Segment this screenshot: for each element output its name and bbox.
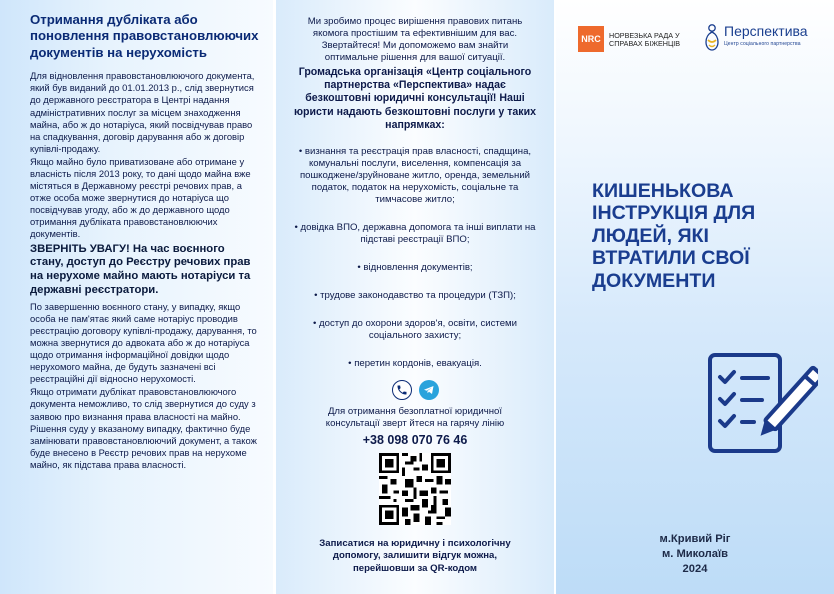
perspektyva-logo-icon	[702, 22, 722, 52]
qr-code[interactable]	[379, 453, 451, 525]
panel1-paragraph-4: Якщо отримати дублікат правовстановлюючого документа неможливо, то слід звернутися до суду з заявою про визнання права власності на майно. Рішення суду у вказаному випадку, фактично буде замінювати правовстановлюючий документ, а також буде внесено в Реєстр речових прав на нерухоме майно, як підстава права власності.	[30, 386, 257, 470]
viber-phone-icon	[392, 380, 412, 400]
service-item-6: • перетин кордонів, евакуація.	[348, 358, 482, 370]
service-item-4: • трудове законодавство та процедури (ТЗП);	[314, 290, 516, 302]
panel-cover	[556, 0, 834, 594]
panel1-paragraph-1: Для відновлення правовстановлюючого документа, який був виданий до 01.01.2013 р., слід звернутися до державного реєстратора в Центрі надання адміністративних послуг за місцем знаходження майна, або ж до нотаріуса, який посвідчував право на спадкування, договір дарування або ж договір купівлі-продажу.	[30, 70, 255, 154]
service-item-5: • доступ до охорони здоров'я, освіти, системи соціального захисту;	[313, 318, 517, 342]
panel1-warning: ЗВЕРНІТЬ УВАГУ! На час воєнного стану, доступ до Реєстру речових прав на нерухоме майно мають нотаріуси та державні реєстратори.	[30, 242, 251, 296]
hotline-phone-number: +38 098 070 76 46	[362, 433, 468, 448]
hotline-text: Для отримання безоплатної юридичної консультації зверт йтеся на гарячу лінію	[325, 406, 505, 430]
telegram-icon	[419, 380, 439, 400]
partner-logos	[578, 22, 824, 56]
nrc-logo: NRC	[578, 26, 604, 52]
panel1-paragraph-2: Якщо майно було приватизоване або отримане у власність після 2013 року, то дані щодо майна вже містяться в Державному реєстрі речових прав, а отже особа може звернутися до нотаріуса що посвідчував угоду, або ж до державного щодо отримання дубліката правовстановлюючих документів.	[30, 155, 251, 240]
nrc-name-line-2: СПРАВАХ БІЖЕНЦІВ	[609, 39, 681, 49]
brochure-heading: КИШЕНЬКОВА ІНСТРУКЦІЯ ДЛЯ ЛЮДЕЙ, ЯКІ ВТРАТИЛИ СВОЇ ДОКУМЕНТИ	[592, 180, 756, 292]
city-1: м.Кривий Ріг	[659, 533, 731, 545]
panel-duplicate-documents	[0, 0, 273, 594]
service-item-1: • визнання та реєстрація прав власності, спадщина, комунальні послуги, виселення, компенсація за пошкоджене/зруйноване житло, оренда, земельний податок, податок на нерухомість, соціальне та тимчасове житло;	[298, 146, 532, 206]
panel-legal-services	[276, 0, 554, 594]
messenger-icons	[286, 380, 544, 400]
city-2: м. Миколаїв	[661, 548, 729, 560]
panel2-organization: Громадська організація «Центр соціального партнерства «Перспектива» надає безкоштовні юридичні консультації! Наші юристи надають безкоштовні послуги у таких напрямках:	[294, 66, 536, 131]
nrc-name	[609, 32, 680, 48]
service-item-3: • відновлення документів;	[357, 262, 473, 274]
year: 2024	[682, 563, 708, 575]
location-year	[556, 532, 834, 577]
signup-text: Записатися на юридичну і психологічну допомогу, залишити відгук можна, перейшовши за QR-кодом	[319, 538, 511, 574]
perspektyva-subtitle: Центр соціального партнерства	[724, 41, 801, 47]
services-list	[286, 146, 544, 370]
panel1-paragraph-3: По завершенню воєнного стану, у випадку, якщо особа не пам'ятає який саме нотаріус проводив реєстрацію договору купівлі-продажу, дарування, то можна звернутися до адвоката або ж до нотаріуса щодо отримання інформаційної довідки щодо нерухомого майна, де будуть зазначені всі реєстраційні дії відносно нерухомості.	[30, 300, 257, 385]
service-item-2: • довідка ВПО, державна допомога та інші виплати на підставі реєстрації ВПО;	[294, 222, 536, 246]
nrc-name-line-1: НОРВЕЗЬКА РАДА У	[609, 31, 680, 40]
perspektyva-name: Перспектива	[724, 23, 808, 39]
clipboard-checklist-pen-icon	[706, 351, 818, 463]
panel2-intro: Ми зробимо процес вирішення правових питань якомога простішим та ефективнішим для вас. Звертайтеся! Ми допоможемо вам знайти оптимальне рішення для вашої ситуації.	[307, 16, 523, 63]
panel1-title: Отримання дубліката або поновлення правовстановлюючих документів на нерухомість	[30, 12, 259, 60]
